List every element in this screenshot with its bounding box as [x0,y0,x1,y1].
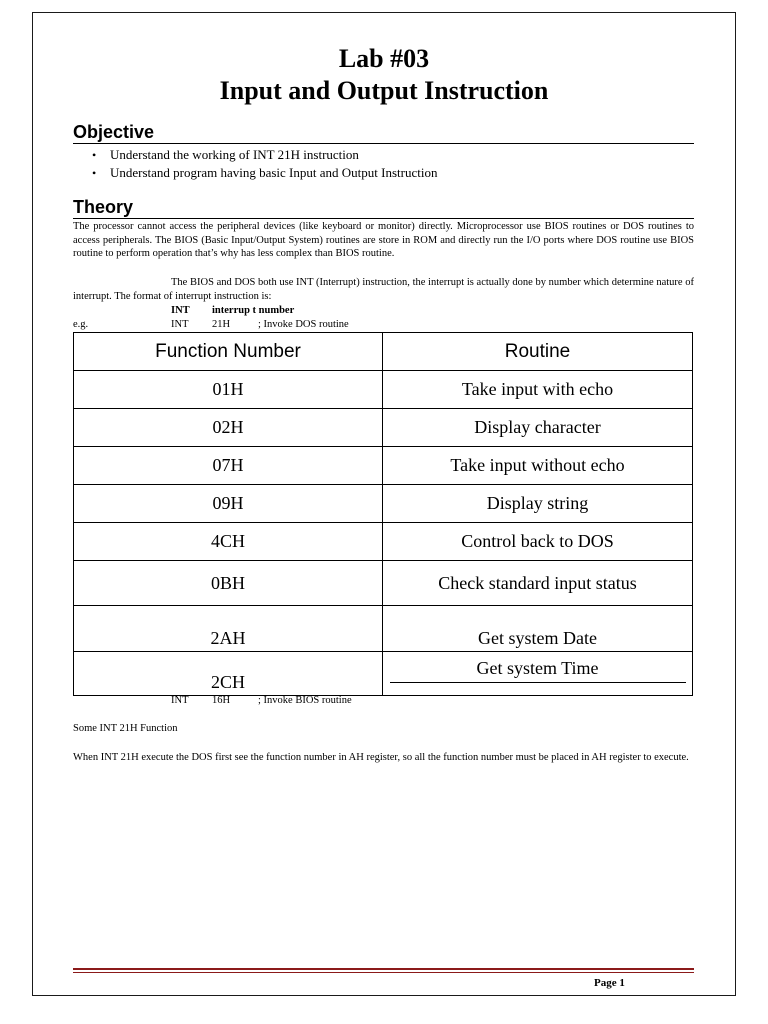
table-row [74,447,693,485]
function-number-cell: 4CH [74,523,383,561]
table-row [74,561,693,606]
page-number: Page 1 [594,977,625,989]
table-row [74,485,693,523]
table-header-row [74,333,693,371]
function-table [73,332,693,696]
function-number-cell: 2AH [74,606,383,652]
format-int: INT [171,305,190,316]
routine-cell: Take input with echo [383,371,693,409]
function-number-cell: 0BH [74,561,383,606]
lab-subtitle: Input and Output Instruction [219,76,549,105]
header-function-number: Function Number [74,333,383,371]
routine-last-text: Get system Time [390,658,686,683]
bios-number: 16H [212,695,231,706]
bios-comment: ; Invoke BIOS routine [258,695,352,706]
function-number-cell: 09H [74,485,383,523]
bios-int: INT [171,695,189,706]
routine-cell: Display string [383,485,693,523]
objective-bullet: • Understand program having basic Input and Output Instruction [92,164,437,182]
theory-paragraph-1: The processor cannot access the peripheral devices (like keyboard or monitor) directly. Microprocessor use BIOS routines or DOS routines to access peripherals. The BIOS (Basic Input/Output System) routines are store in ROM and directly run the I/O ports where DOS routine use BIOS routine to perform operation that’s why has less complex than BIOS routine. [73,221,694,259]
example-label: e.g. [73,319,89,330]
format-arg: interrup t number [212,305,295,316]
routine-cell: Display character [383,409,693,447]
theory-heading: Theory [73,197,134,217]
closing-paragraph: When INT 21H execute the DOS first see the function number in AH register, so all the function number must be placed in AH register to execute. [73,752,689,763]
example-int: INT [171,319,189,330]
footer-rule-thin [73,972,694,973]
objective-list [92,146,437,182]
routine-cell: Get system Date [383,606,693,652]
routine-cell: Take input without echo [383,447,693,485]
theory-rule [73,218,694,219]
objective-heading: Objective [73,122,155,142]
theory-paragraph-2-text: The BIOS and DOS both use INT (Interrupt) instruction, the interrupt is actually done by number which determine nature of interrupt. The format of interrupt instruction is: [73,277,694,302]
header-routine: Routine [383,333,693,371]
theory-paragraph-2 [73,276,694,303]
function-number-cell: 02H [74,409,383,447]
routine-cell: Control back to DOS [383,523,693,561]
function-number-cell: 2CH [74,652,383,696]
example-comment: ; Invoke DOS routine [258,319,349,330]
table-row [74,652,693,696]
table-row [74,606,693,652]
footer-rule [73,968,694,970]
table-row [74,523,693,561]
functions-caption: Some INT 21H Function [73,723,178,734]
objective-rule [73,143,694,144]
routine-cell [383,652,693,696]
function-number-cell: 07H [74,447,383,485]
table-row [74,409,693,447]
example-number: 21H [212,319,231,330]
lab-title: Lab #03 [338,44,430,73]
routine-cell: Check standard input status [383,561,693,606]
table-row [74,371,693,409]
function-number-cell: 01H [74,371,383,409]
objective-bullet: • Understand the working of INT 21H instruction [92,146,437,164]
